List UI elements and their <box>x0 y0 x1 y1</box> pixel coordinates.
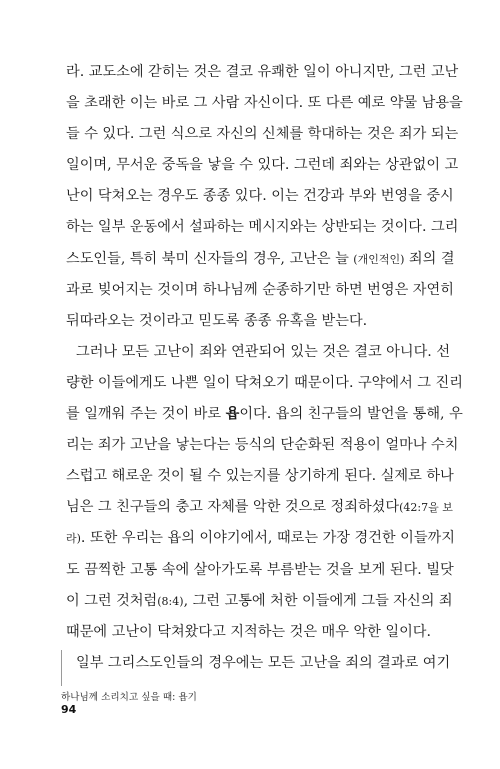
page-number: 94 <box>61 703 77 716</box>
text-line <box>66 399 463 430</box>
text-line <box>66 244 455 275</box>
text-line <box>66 586 453 617</box>
text-line: 들 수 있다. 그런 식으로 자신의 신체를 학대하는 것은 죄가 되는 <box>66 126 459 143</box>
text-line: 일부 그리스도인들의 경우에는 모든 고난을 죄의 결과로 여기 <box>76 654 451 671</box>
parenthetical-text: (8:4) <box>157 594 184 608</box>
text-line: 량한 이들에게도 나쁜 일이 닥쳐오기 때문이다. 구약에서 그 진리 <box>66 374 463 391</box>
parenthetical-text: (개인적인) <box>353 252 405 266</box>
text-line <box>66 523 455 554</box>
text-line: 라. 교도소에 갇히는 것은 결코 유쾌한 일이 아니지만, 그런 고난 <box>66 64 459 80</box>
parenthetical-text: 라) <box>66 532 81 546</box>
text-line: 과로 빚어지는 것이며 하나님께 순종하기만 하면 번영은 자연히 <box>66 281 454 298</box>
text-line: 리는 죄가 고난을 낳는다는 등식의 단순화된 적용이 얼마나 수치 <box>66 437 459 454</box>
text-line <box>66 492 453 523</box>
footer-divider <box>61 650 62 686</box>
running-footer-title: 하나님께 소리치고 싶을 때: 욥기 <box>61 692 197 703</box>
text-run: 이 그런 것처럼 <box>66 592 158 609</box>
body-text <box>66 57 463 679</box>
text-line: 하는 일부 운동에서 설파하는 메시지와는 상반되는 것이다. 그리 <box>66 219 459 236</box>
text-line: 일이며, 무서운 중독을 낳을 수 있다. 그런데 죄와는 상관없이 고 <box>66 157 459 174</box>
text-run: 를 일깨워 주는 것이 바로 <box>66 406 226 423</box>
text-line: 스럽고 해로운 것이 될 수 있는지를 상기하게 된다. 실제로 하나 <box>66 468 454 485</box>
text-line: 난이 닥쳐오는 경우도 종종 있다. 이는 건강과 부와 번영을 중시 <box>66 188 454 205</box>
text-run: . 또한 우리는 욥의 이야기에서, 때로는 가장 경건한 이들까지 <box>80 530 455 547</box>
text-run: 죄의 결 <box>404 250 455 267</box>
text-line: 뒤따라오는 것이라고 믿도록 종종 유혹을 받는다. <box>66 312 368 329</box>
text-line: 그러나 모든 고난이 죄와 연관되어 있는 것은 결코 아니다. 선 <box>76 343 451 360</box>
text-run: 스도인들, 특히 북미 신자들의 경우, 고난은 늘 <box>66 250 354 267</box>
parenthetical-text: (42:7을 보 <box>399 501 453 515</box>
text-line: 을 초래한 이는 바로 그 사람 자신이다. 또 다른 예로 약물 남용을 <box>66 95 463 112</box>
text-run: 이다. 욥의 친구들의 발언을 통해, 우 <box>239 406 463 423</box>
text-line: 때문에 고난이 닥쳐왔다고 지적하는 것은 매우 악한 일이다. <box>66 623 432 640</box>
text-run: , 그런 고통에 처한 이들에게 그들 자신의 죄 <box>183 592 453 609</box>
text-line: 도 끔찍한 고통 속에 살아가도록 부름받는 것을 보게 된다. 빌닷 <box>66 561 454 578</box>
emphasized-text: 욥 <box>225 406 240 423</box>
text-run: 님은 그 친구들의 충고 자체를 악한 것으로 정죄하셨다 <box>66 499 400 516</box>
